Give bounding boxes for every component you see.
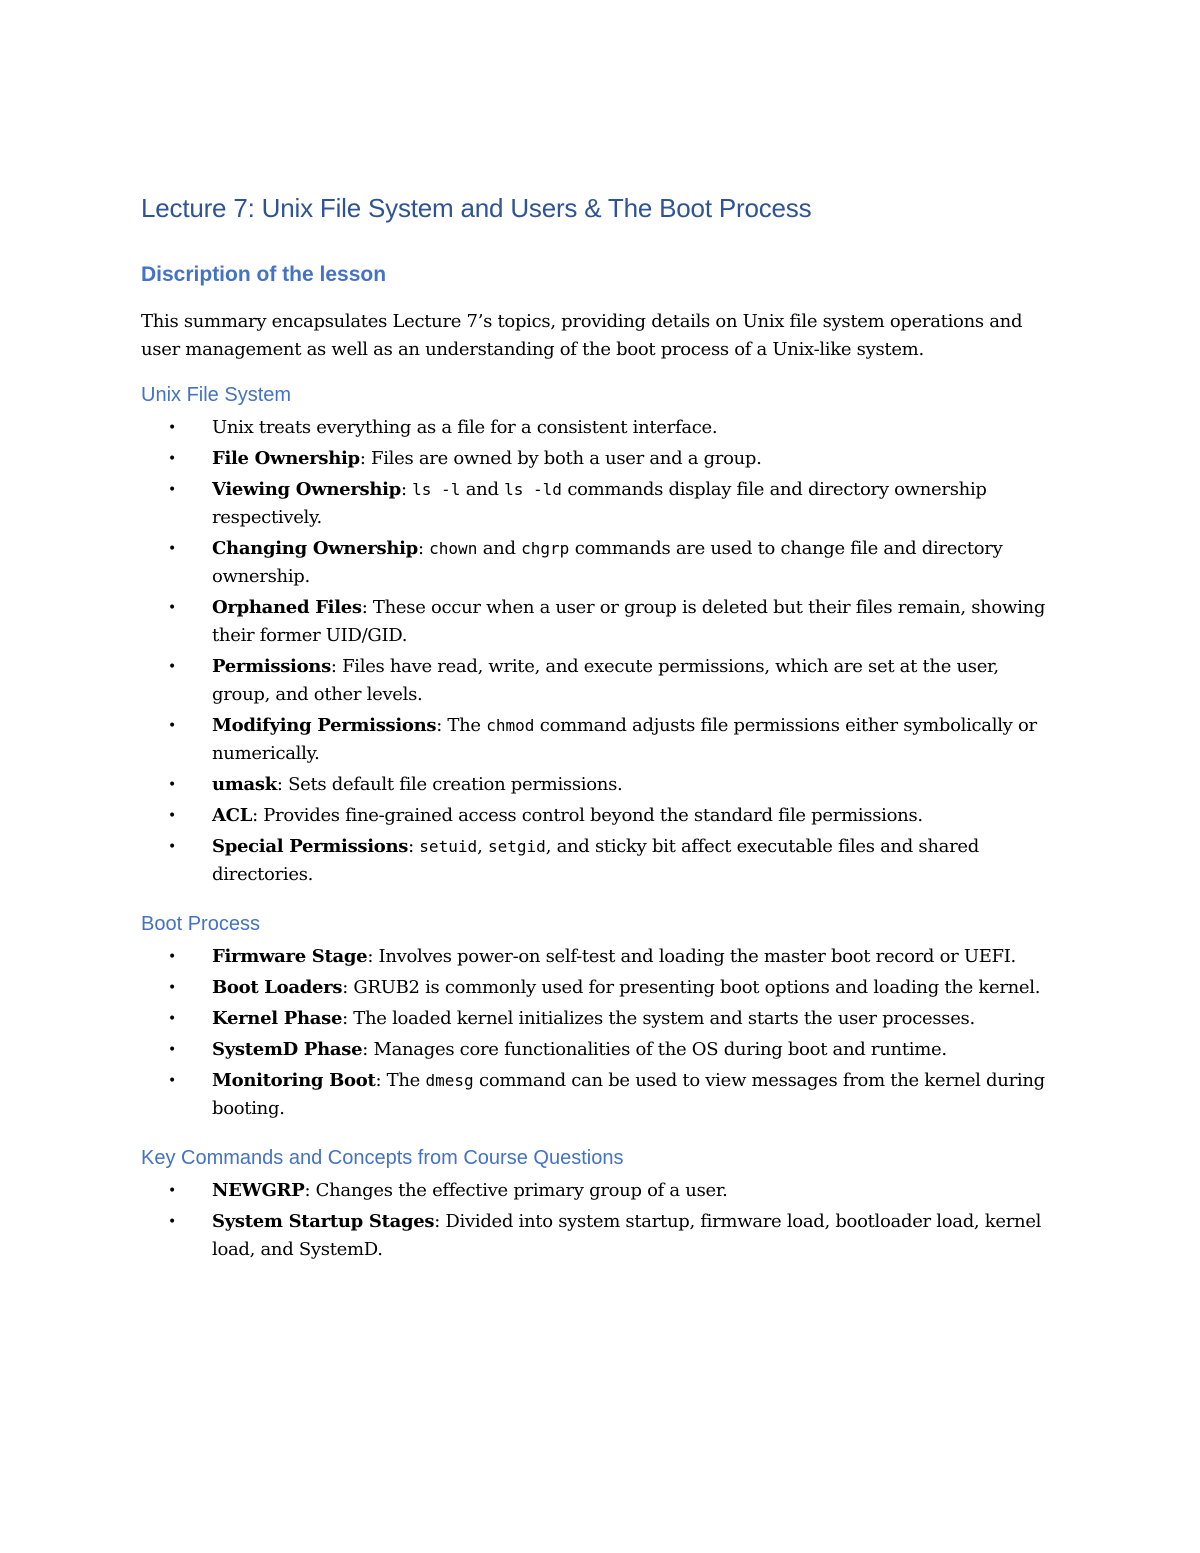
bullet-icon: •: [168, 839, 176, 855]
inline-code: ls -l: [412, 480, 461, 499]
term-label: SystemD Phase: [212, 1039, 363, 1060]
inline-code: chmod: [486, 716, 535, 735]
bullet-icon: •: [168, 600, 176, 616]
item-text: : Manages core functionalities of the OS during boot and runtime.: [362, 1039, 947, 1060]
bullet-icon: •: [168, 541, 176, 557]
list-item: [141, 1005, 1061, 1033]
section-heading: Unix File System: [141, 384, 292, 406]
item-text: : GRUB2 is commonly used for presenting boot options and loading the kernel.: [342, 977, 1041, 998]
item-text: : The: [375, 1070, 426, 1091]
intro-paragraph: This summary encapsulates Lecture 7’s topics, providing details on Unix file system operations and user management as well as an understanding of the boot process of a Unix-like system.: [141, 311, 1023, 360]
item-text: : Divided into system startup, firmware load, bootloader load, kernel load, and SystemD.: [212, 1211, 1042, 1260]
term-label: Kernel Phase: [212, 1008, 343, 1029]
item-text: command adjusts file permissions either symbolically or numerically.: [212, 715, 1037, 764]
bullet-icon: •: [168, 1073, 176, 1089]
inline-code: setuid: [419, 837, 478, 856]
item-text: : The: [436, 715, 487, 736]
term-label: Firmware Stage: [212, 946, 368, 967]
item-text: : Provides fine-grained access control beyond the standard file permissions.: [252, 805, 923, 826]
term-label: Modifying Permissions: [212, 715, 437, 736]
section-heading: Key Commands and Concepts from Course Questions: [141, 1147, 624, 1169]
item-text: : These occur when a user or group is deleted but their files remain, showing their former UID/GID.: [212, 597, 1046, 646]
bullet-icon: •: [168, 718, 176, 734]
list-item: [141, 833, 1061, 889]
section-heading: Boot Process: [141, 913, 260, 935]
item-text: command can be used to view messages from the kernel during booting.: [212, 1070, 1045, 1119]
inline-code: dmesg: [425, 1071, 474, 1090]
bullet-icon: •: [168, 1183, 176, 1199]
bullet-icon: •: [168, 949, 176, 965]
term-label: umask: [212, 774, 277, 795]
term-label: Special Permissions: [212, 836, 409, 857]
bullet-icon: •: [168, 451, 176, 467]
item-text: , and sticky bit affect executable files and shared directories.: [212, 836, 979, 885]
inline-code: chown: [429, 539, 478, 558]
list-item: [141, 535, 1061, 591]
bullet-icon: •: [168, 1011, 176, 1027]
list-item: [141, 1208, 1061, 1264]
item-text: : Files are owned by both a user and a group.: [359, 448, 762, 469]
term-label: Boot Loaders: [212, 977, 343, 998]
list-item: [141, 445, 1061, 473]
bullet-list: [141, 943, 1061, 1123]
bullet-list: [141, 1177, 1061, 1264]
inline-code: chgrp: [521, 539, 570, 558]
item-text: : The loaded kernel initializes the system and starts the user processes.: [342, 1008, 975, 1029]
term-label: Changing Ownership: [212, 538, 418, 559]
item-text: ,: [477, 836, 488, 857]
list-item: [141, 771, 1061, 799]
list-item: [141, 1177, 1061, 1205]
item-text: :: [417, 538, 430, 559]
term-label: File Ownership: [212, 448, 360, 469]
term-label: ACL: [212, 805, 253, 826]
list-item: [141, 594, 1061, 650]
term-label: NEWGRP: [212, 1180, 305, 1201]
item-text: : Sets default file creation permissions.: [276, 774, 623, 795]
bullet-icon: •: [168, 482, 176, 498]
bullet-icon: •: [168, 1214, 176, 1230]
inline-code: setgid: [487, 837, 546, 856]
bullet-icon: •: [168, 659, 176, 675]
bullet-icon: •: [168, 420, 176, 436]
inline-code: ls -ld: [504, 480, 562, 499]
item-text: commands display file and directory ownership respectively.: [212, 479, 987, 528]
item-text: : Involves power-on self-test and loading the master boot record or UEFI.: [367, 946, 1016, 967]
item-text: commands are used to change file and directory ownership.: [212, 538, 1003, 587]
item-text: : Changes the effective primary group of a user.: [304, 1180, 728, 1201]
list-item: [141, 712, 1061, 768]
list-item: [141, 1067, 1061, 1123]
item-text: and: [460, 479, 505, 500]
item-text: :: [408, 836, 420, 857]
bullet-icon: •: [168, 1042, 176, 1058]
list-item: [141, 653, 1061, 709]
item-text: : Files have read, write, and execute permissions, which are set at the user, group, and other levels.: [212, 656, 999, 705]
item-text: :: [400, 479, 413, 500]
term-label: Permissions: [212, 656, 331, 677]
list-item: [141, 476, 1061, 532]
bullet-icon: •: [168, 777, 176, 793]
term-label: Orphaned Files: [212, 597, 362, 618]
term-label: Viewing Ownership: [212, 479, 401, 500]
term-label: System Startup Stages: [212, 1211, 435, 1232]
list-item: [141, 974, 1061, 1002]
bullet-icon: •: [168, 808, 176, 824]
item-text: Unix treats everything as a file for a consistent interface.: [212, 417, 718, 438]
item-text: and: [477, 538, 522, 559]
list-item: [141, 802, 1061, 830]
document-page: [141, 188, 1061, 1284]
bullet-icon: •: [168, 980, 176, 996]
sections-container: [141, 380, 1061, 1264]
document-title: Lecture 7: Unix File System and Users & The Boot Process: [141, 193, 812, 223]
term-label: Monitoring Boot: [212, 1070, 376, 1091]
list-item: [141, 943, 1061, 971]
list-item: [141, 1036, 1061, 1064]
bullet-list: [141, 414, 1061, 889]
list-item: [141, 414, 1061, 442]
lesson-description-heading: Discription of the lesson: [141, 263, 387, 286]
